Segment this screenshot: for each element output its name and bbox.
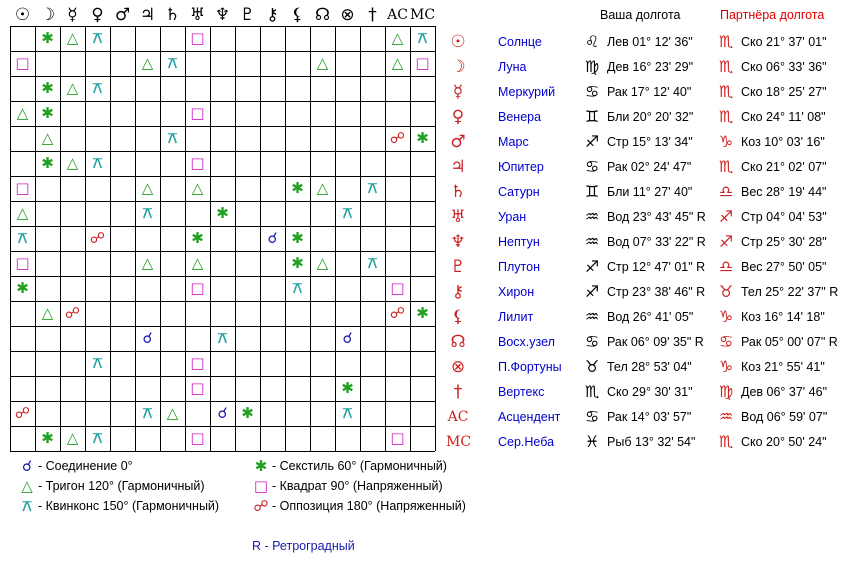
legend-label: - Соединение 0° [38,459,133,473]
planet-name: Нептун [498,235,540,249]
your-zodiac-sign-icon: ♐ [584,257,600,276]
aspect-quinc-icon: ⚻ [92,79,103,97]
planet-name: П.Фортуны [498,360,562,374]
legend-label: - Секстиль 60° (Гармоничный) [272,459,447,473]
your-zodiac-sign-icon: ♋ [584,332,600,351]
your-zodiac-sign-icon: ♊ [584,107,600,126]
aspect-quinc-icon: ⚻ [367,254,378,272]
your-zodiac-sign-icon: ♒ [584,207,600,226]
aspect-trine-icon: △ [16,204,29,222]
grid-header-glyph: ♂ [114,5,131,25]
aspect-trine-icon: △ [41,304,54,322]
planet-glyph-icon: ♆ [450,232,466,252]
aspect-trine-icon: △ [391,54,404,72]
partner-longitude: Дев 06° 37' 46" [741,385,828,399]
your-longitude: Вод 26° 41' 05" [607,310,694,324]
your-longitude: Ско 29° 30' 31" [607,385,693,399]
grid-header-glyph: ♃ [139,5,156,25]
aspect-quinc-icon: ⚻ [217,329,228,347]
aspect-square-icon: □ [15,179,30,197]
grid-header-glyph: MC [410,7,436,23]
aspect-sextile-icon: ✱ [341,379,354,397]
grid-header-glyph: ☽ [39,5,56,25]
aspect-trine-icon: △ [316,254,329,272]
planet-name: Юпитер [498,160,544,174]
planet-glyph-icon: ☊ [450,332,466,352]
planet-name: Асцендент [498,410,561,424]
aspect-sextile-icon: ✱ [291,254,304,272]
your-zodiac-sign-icon: ♒ [584,232,600,251]
aspect-quinc-icon: ⚻ [342,404,353,422]
planet-glyph-icon: ⊗ [450,357,466,377]
partner-longitude-header: Партнёра долгота [720,8,825,22]
grid-header-glyph: ☉ [14,5,31,25]
partner-zodiac-sign-icon: ♑ [718,357,734,376]
grid-header-glyph: ⚸ [291,5,304,25]
your-longitude: Рак 14° 03' 57" [607,410,692,424]
aspect-quinc-icon: ⚻ [167,129,178,147]
planet-glyph-icon: AC [447,409,469,425]
aspect-sextile-icon: ✱ [41,104,54,122]
aspect-sextile-icon: ✱ [41,79,54,97]
aspect-quinc-icon: ⚻ [92,354,103,372]
planet-glyph-icon: MC [446,434,472,450]
aspect-conj-icon: ☌ [267,229,278,247]
aspect-sextile-icon: ✱ [241,404,254,422]
aspect-quinc-icon: ⚻ [367,179,378,197]
planet-name: Сер.Неба [498,435,555,449]
partner-zodiac-sign-icon: ♍ [718,382,734,401]
aspect-opp-icon: ☍ [389,304,406,322]
planet-glyph-icon: ☉ [450,32,466,52]
legend-quinc-icon: ⚻ [22,497,32,515]
your-longitude: Рак 02° 24' 47" [607,160,692,174]
your-longitude: Стр 15° 13' 34" [607,135,693,149]
your-longitude: Вод 07° 33' 22" R [607,235,706,249]
legend-opp-icon: ☍ [253,497,269,515]
aspect-quinc-icon: ⚻ [92,429,103,447]
partner-zodiac-sign-icon: ♋ [718,332,734,351]
legend-trine-icon: △ [21,477,33,495]
your-zodiac-sign-icon: ♒ [584,307,600,326]
aspect-square-icon: □ [190,29,205,47]
aspect-trine-icon: △ [66,79,79,97]
aspect-square-icon: □ [190,104,205,122]
aspect-quinc-icon: ⚻ [92,154,103,172]
aspect-opp-icon: ☍ [14,404,31,422]
partner-longitude: Ско 20° 50' 24" [741,435,827,449]
aspect-square-icon: □ [15,54,30,72]
aspect-sextile-icon: ✱ [191,229,204,247]
partner-longitude: Ско 21° 02' 07" [741,160,827,174]
grid-header-glyph: ♆ [214,5,231,25]
aspect-sextile-icon: ✱ [291,229,304,247]
partner-longitude: Вес 28° 19' 44" [741,185,827,199]
partner-zodiac-sign-icon: ♑ [718,132,734,151]
aspect-quinc-icon: ⚻ [142,204,153,222]
partner-longitude: Ско 06° 33' 36" [741,60,827,74]
aspect-trine-icon: △ [316,179,329,197]
aspect-quinc-icon: ⚻ [92,29,103,47]
your-longitude: Вод 23° 43' 45" R [607,210,706,224]
legend-label: - Тригон 120° (Гармоничный) [38,479,205,493]
aspect-quinc-icon: ⚻ [167,54,178,72]
aspect-square-icon: □ [390,429,405,447]
your-zodiac-sign-icon: ♉ [584,357,600,376]
your-zodiac-sign-icon: ♊ [584,182,600,201]
aspect-trine-icon: △ [66,154,79,172]
partner-longitude: Ско 24° 11' 08" [741,110,826,124]
planet-glyph-icon: ⚸ [451,307,465,327]
legend-conj-icon: ☌ [21,457,33,475]
partner-longitude: Стр 04° 04' 53" [741,210,827,224]
your-longitude: Стр 23° 38' 46" R [607,285,706,299]
aspect-trine-icon: △ [66,429,79,447]
partner-zodiac-sign-icon: ♏ [718,32,734,51]
legend-label: - Квадрат 90° (Напряженный) [272,479,443,493]
your-longitude: Рак 17° 12' 40" [607,85,692,99]
partner-zodiac-sign-icon: ♎ [718,182,734,201]
grid-header-glyph: ♅ [189,5,206,25]
aspect-trine-icon: △ [316,54,329,72]
partner-longitude: Ско 18° 25' 27" [741,85,827,99]
your-zodiac-sign-icon: ♋ [584,407,600,426]
aspect-square-icon: □ [190,154,205,172]
your-longitude: Дев 16° 23' 29" [607,60,694,74]
planet-glyph-icon: ☿ [452,82,464,102]
aspect-conj-icon: ☌ [342,329,353,347]
your-zodiac-sign-icon: ♐ [584,282,600,301]
aspect-opp-icon: ☍ [64,304,81,322]
your-zodiac-sign-icon: ♓ [584,432,600,451]
planet-glyph-icon: ♇ [450,257,466,277]
your-longitude: Рак 06° 09' 35" R [607,335,704,349]
aspect-quinc-icon: ⚻ [417,29,428,47]
partner-longitude: Рак 05° 00' 07" R [741,335,838,349]
planet-name: Меркурий [498,85,556,99]
planet-glyph-icon: ♃ [450,157,466,177]
grid-header-glyph: ☿ [67,5,78,25]
planet-glyph-icon: ♅ [450,207,466,227]
your-zodiac-sign-icon: ♍ [584,57,600,76]
aspect-opp-icon: ☍ [389,129,406,147]
planet-glyph-icon: ⚷ [451,282,465,302]
legend-square-icon: □ [253,477,269,495]
aspect-square-icon: □ [15,254,30,272]
your-zodiac-sign-icon: ♌ [584,32,600,51]
legend-label: - Квинконс 150° (Гармоничный) [38,499,220,513]
partner-zodiac-sign-icon: ♏ [718,157,734,176]
your-longitude: Стр 12° 47' 01" R [607,260,706,274]
aspect-trine-icon: △ [16,104,29,122]
your-zodiac-sign-icon: ♐ [584,132,600,151]
your-zodiac-sign-icon: ♋ [584,82,600,101]
planet-name: Венера [498,110,542,124]
your-zodiac-sign-icon: ♋ [584,157,600,176]
legend-retrograde-label: - Ретроградный [261,539,355,553]
planet-glyph-icon: ♄ [450,182,466,202]
aspect-conj-icon: ☌ [217,404,228,422]
your-longitude: Бли 11° 27' 40" [607,185,693,199]
partner-zodiac-sign-icon: ♎ [718,257,734,276]
grid-header-glyph: ☊ [314,5,331,25]
aspect-conj-icon: ☌ [142,329,153,347]
aspect-square-icon: □ [190,279,205,297]
planet-name: Солнце [498,35,542,49]
legend-retrograde [252,537,355,556]
aspect-square-icon: □ [190,429,205,447]
aspect-sextile-icon: ✱ [41,29,54,47]
planet-name: Уран [498,210,527,224]
partner-longitude: Коз 10° 03' 16" [741,135,825,149]
partner-zodiac-sign-icon: ♐ [718,232,734,251]
aspect-sextile-icon: ✱ [41,429,54,447]
legend-retrograde-symbol: R [252,539,262,553]
aspect-sextile-icon: ✱ [291,179,304,197]
planet-name: Лилит [498,310,534,324]
partner-longitude: Стр 25° 30' 28" [741,235,827,249]
aspect-trine-icon: △ [166,404,179,422]
aspect-trine-icon: △ [66,29,79,47]
aspect-trine-icon: △ [141,54,154,72]
your-longitude-header: Ваша долгота [600,8,681,22]
grid-header-glyph: ♀ [91,5,104,25]
planet-name: Вертекс [498,385,545,399]
aspect-quinc-icon: ⚻ [342,204,353,222]
aspect-sextile-icon: ✱ [41,154,54,172]
planet-glyph-icon: ♂ [450,132,466,152]
aspect-trine-icon: △ [41,129,54,147]
grid-header-glyph: ⚷ [266,5,279,25]
grid-header-glyph: † [368,5,377,25]
aspect-quinc-icon: ⚻ [17,229,28,247]
partner-longitude: Тел 25° 22' 37" R [741,285,839,299]
grid-header-glyph: ♄ [164,5,181,25]
grid-header-glyph: AC [387,7,408,23]
aspect-sextile-icon: ✱ [216,204,229,222]
your-longitude: Рыб 13° 32' 54" [607,435,696,449]
aspect-trine-icon: △ [191,254,204,272]
planet-name: Луна [498,60,527,74]
planet-glyph-icon: ♀ [451,107,465,127]
partner-longitude: Ско 21° 37' 01" [741,35,827,49]
aspect-square-icon: □ [190,354,205,372]
legend-sextile-icon: ✱ [254,457,268,475]
grid-header-glyph: ♇ [239,5,256,25]
aspect-square-icon: □ [190,379,205,397]
planet-name: Хирон [498,285,535,299]
planet-name: Сатурн [498,185,540,199]
your-zodiac-sign-icon: ♏ [584,382,600,401]
partner-zodiac-sign-icon: ♑ [718,307,734,326]
aspect-quinc-icon: ⚻ [142,404,153,422]
partner-zodiac-sign-icon: ♏ [718,432,734,451]
aspect-square-icon: □ [390,279,405,297]
legend-label: - Оппозиция 180° (Напряженный) [272,499,466,513]
aspect-trine-icon: △ [191,179,204,197]
partner-longitude: Вес 27° 50' 05" [741,260,827,274]
planet-name: Марс [498,135,529,149]
aspect-quinc-icon: ⚻ [292,279,303,297]
aspect-sextile-icon: ✱ [416,304,429,322]
aspect-trine-icon: △ [391,29,404,47]
planet-glyph-icon: † [453,382,463,402]
aspect-sextile-icon: ✱ [16,279,29,297]
partner-zodiac-sign-icon: ♏ [718,82,734,101]
aspect-trine-icon: △ [141,254,154,272]
aspect-opp-icon: ☍ [89,229,106,247]
aspect-trine-icon: △ [141,179,154,197]
aspect-square-icon: □ [415,54,430,72]
partner-zodiac-sign-icon: ♏ [718,107,734,126]
your-longitude: Тел 28° 53' 04" [607,360,692,374]
partner-longitude: Вод 06° 59' 07" [741,410,828,424]
planet-name: Плутон [498,260,540,274]
your-longitude: Лев 01° 12' 36" [607,35,693,49]
partner-zodiac-sign-icon: ♉ [718,282,734,301]
aspect-sextile-icon: ✱ [416,129,429,147]
your-longitude: Бли 20° 20' 32" [607,110,694,124]
partner-zodiac-sign-icon: ♒ [718,407,734,426]
partner-zodiac-sign-icon: ♐ [718,207,734,226]
planet-glyph-icon: ☽ [450,57,466,77]
grid-header-glyph: ⊗ [340,5,355,25]
partner-longitude: Коз 16° 14' 18" [741,310,825,324]
partner-longitude: Коз 21° 55' 41" [741,360,825,374]
partner-zodiac-sign-icon: ♏ [718,57,734,76]
planet-name: Восх.узел [498,335,555,349]
